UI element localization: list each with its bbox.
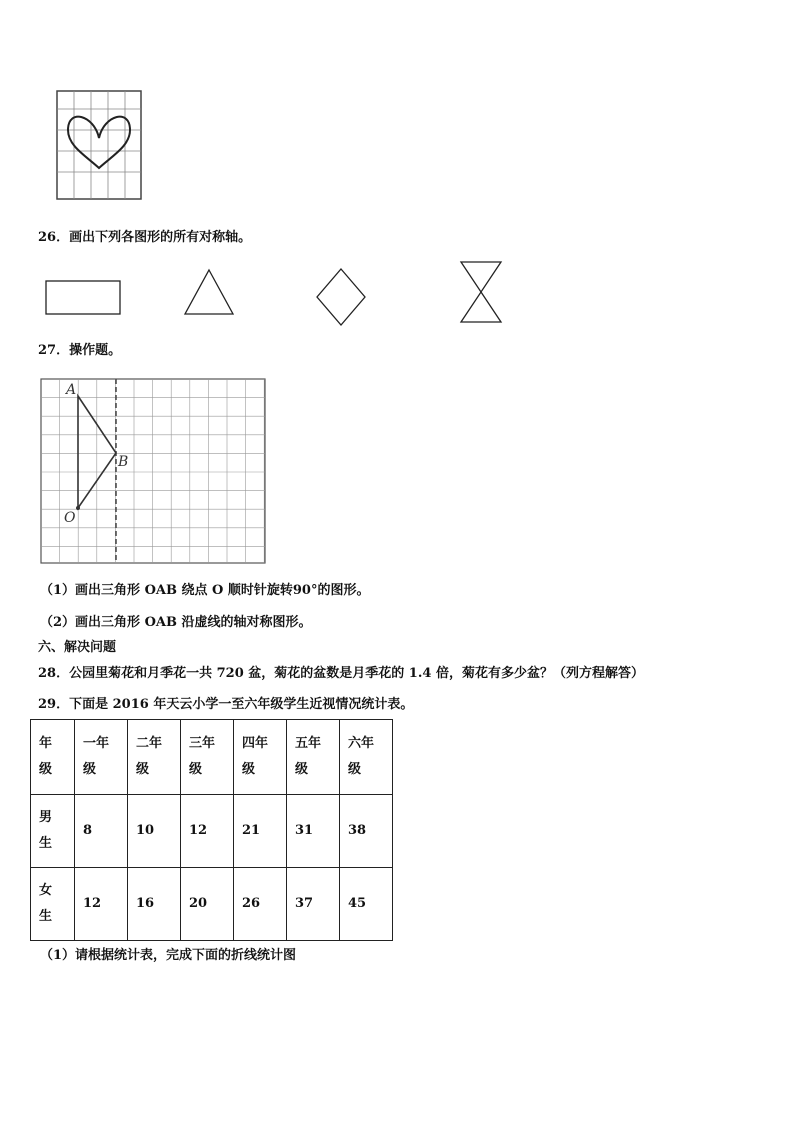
heart-grid-figure — [56, 90, 142, 200]
question-27: 27．操作题。 — [38, 343, 122, 358]
question-26: 26．画出下列各图形的所有对称轴。 — [38, 230, 252, 245]
point-a-label: A — [66, 382, 77, 398]
question-29: 29．下面是 2016 年天云小学一至六年级学生近视情况统计表。 — [38, 697, 414, 712]
table-cell: 38 — [340, 795, 393, 868]
header-cell: 四年 级 — [234, 720, 287, 795]
myopia-stats-table — [30, 719, 393, 941]
header-cell: 年 级 — [31, 720, 75, 795]
question-27-part-2: （2）画出三角形 OAB 沿虚线的轴对称图形。 — [40, 615, 312, 630]
table-cell: 8 — [75, 795, 128, 868]
heart-shape — [68, 117, 130, 168]
point-b-label: B — [118, 454, 129, 470]
table-cell: 45 — [340, 868, 393, 941]
rhombus-shape — [315, 267, 367, 327]
triangle-shape — [183, 268, 235, 316]
question-27-part-1: （1）画出三角形 OAB 绕点 O 顺时针旋转90°的图形。 — [40, 583, 370, 598]
section-heading: 六、解决问题 — [38, 640, 117, 655]
table-cell: 26 — [234, 868, 287, 941]
row-label: 男 生 — [31, 795, 75, 868]
header-cell: 六年 级 — [340, 720, 393, 795]
table-header-row — [31, 720, 393, 795]
table-cell: 12 — [75, 868, 128, 941]
header-cell: 二年 级 — [128, 720, 181, 795]
table-cell: 16 — [128, 868, 181, 941]
rectangle-shape — [45, 280, 121, 316]
table-cell: 37 — [287, 868, 340, 941]
header-cell: 三年 级 — [181, 720, 234, 795]
table-cell: 21 — [234, 795, 287, 868]
question-28: 28．公园里菊花和月季花一共 720 盆，菊花的盆数是月季花的 1.4 倍，菊花有多少盆？（列方程解答） — [38, 666, 644, 681]
table-cell: 31 — [287, 795, 340, 868]
header-cell: 一年 级 — [75, 720, 128, 795]
header-cell: 五年 级 — [287, 720, 340, 795]
table-cell: 12 — [181, 795, 234, 868]
table-row-girls — [31, 868, 393, 941]
table-cell: 20 — [181, 868, 234, 941]
row-label: 女 生 — [31, 868, 75, 941]
table-row-boys — [31, 795, 393, 868]
point-o-label: O — [64, 510, 76, 526]
question-29-part-1: （1）请根据统计表，完成下面的折线统计图 — [40, 948, 297, 963]
operation-grid — [40, 378, 266, 564]
hourglass-shape — [459, 260, 503, 324]
table-cell: 10 — [128, 795, 181, 868]
